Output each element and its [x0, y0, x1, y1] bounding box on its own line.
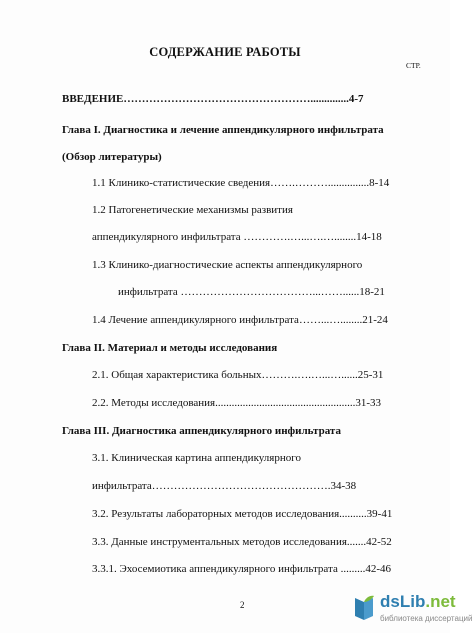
toc-entry: 2.2. Методы исследования...................................................31-33 — [92, 397, 382, 409]
toc-entry: аппендикулярного инфильтрата ………….…...….…........14-18 — [92, 231, 382, 243]
toc-entry: 1.3 Клинико-диагностические аспекты аппендикулярного — [92, 259, 363, 271]
toc-chapter-heading: Глава II. Материал и методы исследования — [62, 342, 278, 354]
toc-entry: 3.3.1. Эхосемиотика аппендикулярного инфильтрата .........42-46 — [92, 563, 392, 575]
toc-entry: 1.2 Патогенетические механизмы развития — [92, 204, 293, 216]
document-title: СОДЕРЖАНИЕ РАБОТЫ — [149, 45, 301, 59]
toc-entry: 3.3. Данные инструментальных методов исследования.......42-52 — [92, 536, 392, 548]
watermark-brand-name: dsLib — [380, 592, 426, 611]
page-number: 2 — [240, 600, 245, 610]
toc-entry: 3.1. Клиническая картина аппендикулярного — [92, 452, 301, 464]
page-column-label: СТР. — [406, 61, 421, 70]
toc-chapter-heading: (Обзор литературы) — [62, 151, 162, 163]
book-leaf-icon — [352, 594, 376, 622]
toc-chapter-heading: Глава III. Диагностика аппендикулярного инфильтрата — [62, 425, 341, 437]
watermark-brand-tld: .net — [425, 592, 456, 611]
toc-chapter-heading: Глава I. Диагностика и лечение аппендикулярного инфильтрата — [62, 124, 384, 136]
watermark-subtitle: библиотека диссертаций — [380, 614, 472, 623]
watermark-logo[interactable] — [352, 590, 472, 630]
toc-entry: 2.1. Общая характеристика больных……….….…...…......25-31 — [92, 369, 384, 381]
toc-entry: 3.2. Результаты лабораторных методов исследования..........39-41 — [92, 508, 393, 520]
watermark-brand — [380, 592, 456, 612]
toc-entry: 1.4 Лечение аппендикулярного инфильтрата……...…........21-24 — [92, 314, 388, 326]
toc-entry: инфильтрата………………………………………….34-38 — [92, 480, 357, 492]
toc-entry: 1.1 Клинико-статистические сведения…….………...............8-14 — [92, 177, 390, 189]
toc-entry: инфильтрата ………………………………...……......18-21 — [118, 286, 385, 298]
toc-entry: ВВЕДЕНИЕ……………………………………………..............4-7 — [62, 93, 364, 105]
